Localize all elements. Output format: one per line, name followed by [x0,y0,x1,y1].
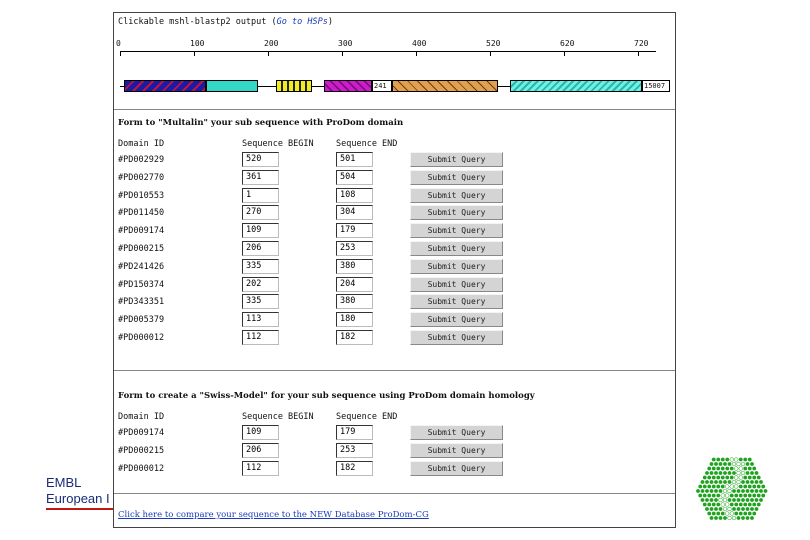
logo-dot [757,503,761,507]
col-sequence-begin: Sequence BEGIN [242,412,314,422]
logo-dot [730,503,734,507]
logo-dot [732,462,736,466]
logo-dot [732,480,736,484]
logo-dot [725,467,729,471]
logo-dot [748,494,752,498]
sequence-end-input[interactable]: 253 [336,241,373,256]
col-sequence-end: Sequence END [336,412,398,422]
domain-segment[interactable] [124,80,206,92]
submit-query-button[interactable]: Submit Query [410,294,503,309]
logo-dot [743,476,747,480]
sequence-end-input[interactable]: 179 [336,223,373,238]
sequence-begin-input[interactable]: 206 [242,443,279,458]
submit-query-button[interactable]: Submit Query [410,223,503,238]
swiss-model-heading: Form to create a "Swiss-Model" for your sub sequence using ProDom domain homology [118,391,535,401]
logo-dot [712,458,716,462]
logo-dot [716,503,720,507]
logo-dot [746,507,750,511]
logo-dot [716,476,720,480]
logo-dot [739,467,743,471]
logo-dot [728,498,732,502]
logo-dot [723,498,727,502]
logo-dot [732,498,736,502]
logo-dot [737,507,741,511]
logo-dot [734,503,738,507]
domain-id: #PD005379 [118,315,165,326]
logo-dot [764,489,768,493]
table-row [114,223,675,239]
logo-dot [752,485,756,489]
domain-id: #PD241426 [118,261,165,272]
logo-dot [748,485,752,489]
logo-dot [723,480,727,484]
logo-dot [712,476,716,480]
ruler-tick [638,51,639,56]
submit-query-button[interactable]: Submit Query [410,188,503,203]
domain-id: #PD000012 [118,333,165,343]
browser-panel [113,12,676,528]
logo-dot [716,494,720,498]
logo-dot [737,480,741,484]
domain-id: #PD009174 [118,226,165,237]
logo-dot [739,476,743,480]
ruler-tick [564,51,565,56]
divider [114,109,675,110]
logo-dot [730,467,734,471]
logo-dot [752,467,756,471]
logo-dot [741,471,745,475]
domain-segment[interactable] [206,80,258,92]
domain-segment[interactable] [510,80,642,92]
sequence-begin-input[interactable]: 112 [242,330,279,345]
ruler-line [120,51,656,52]
ruler-tick [342,51,343,56]
logo-dot [716,467,720,471]
logo-dot [741,498,745,502]
logo-dot [752,476,756,480]
logo-dot [721,494,725,498]
logo-dot [737,462,741,466]
ruler-tick [490,51,491,56]
logo-dot [719,462,723,466]
logo-dot [723,471,727,475]
logo-dot [730,485,734,489]
logo-dot [743,485,747,489]
col-sequence-begin: Sequence BEGIN [242,139,314,149]
logo-dot [748,458,752,462]
logo-dot [743,503,747,507]
sequence-end-input[interactable]: 182 [336,330,373,345]
logo-dot [743,494,747,498]
domain-id: #PD011450 [118,208,165,219]
logo-dot [757,476,761,480]
logo-dot [748,512,752,516]
logo-dot [741,489,745,493]
sequence-begin-input[interactable]: 520 [242,152,279,167]
logo-dot [755,507,759,511]
divider [114,370,675,371]
table-row [114,259,675,275]
logo-dot [705,471,709,475]
logo-dot [752,512,756,516]
sequence-end-input[interactable]: 253 [336,443,373,458]
sequence-end-input[interactable]: 204 [336,277,373,292]
domain-id: #PD343351 [118,297,165,308]
logo-dot [734,494,738,498]
sequence-begin-input[interactable]: 202 [242,277,279,292]
logo-dot [703,476,707,480]
domain-id: #PD002929 [118,155,165,165]
logo-dot [721,458,725,462]
title-prefix: Clickable mshl-blastp2 output ( [118,17,277,27]
ruler-tick-label: 620 [560,39,575,48]
logo-dot [743,458,747,462]
sequence-begin-input[interactable]: 206 [242,241,279,256]
logo-dot [714,507,718,511]
embl-line1: EMBL [46,475,82,490]
domain-id: #PD009174 [118,428,165,438]
logo-dot [737,498,741,502]
logo-dot [732,516,736,520]
logo-dot [721,467,725,471]
ruler-tick-label: 400 [412,39,427,48]
domain-id: #PD002770 [118,172,165,183]
logo-dot [703,494,707,498]
table-row [114,277,675,293]
logo-dot [707,494,711,498]
submit-query-button[interactable]: Submit Query [410,443,503,458]
domain-id: #PD000215 [118,445,165,456]
table-row [114,205,675,221]
logo-dot [757,494,761,498]
logo-dot [730,458,734,462]
ruler-tick-label: 300 [338,39,353,48]
sequence-end-input[interactable]: 108 [336,188,373,203]
embl-hexagon-logo-icon [694,450,770,530]
logo-dot [701,489,705,493]
logo-dot [750,480,754,484]
logo-dot [743,467,747,471]
table-row [114,443,675,459]
sequence-begin-input[interactable]: 109 [242,223,279,238]
domain-segment[interactable] [324,80,372,92]
logo-dot [759,489,763,493]
logo-dot [750,462,754,466]
multalin-heading: Form to "Multalin" your sub sequence with ProDom domain [118,118,404,128]
table-row [114,294,675,310]
submit-query-button[interactable]: Submit Query [410,461,503,476]
logo-dot [737,489,741,493]
sequence-end-input[interactable]: 380 [336,294,373,309]
logo-dot [748,476,752,480]
panel-title [118,17,333,27]
ruler-tick [416,51,417,56]
logo-dot [716,485,720,489]
logo-dot [710,507,714,511]
logo-dot [739,458,743,462]
logo-dot [725,476,729,480]
logo-dot [748,503,752,507]
logo-dot [714,516,718,520]
logo-dot [721,512,725,516]
logo-dot [719,507,723,511]
logo-dot [719,471,723,475]
logo-dot [728,480,732,484]
submit-query-button[interactable]: Submit Query [410,152,503,167]
embl-divider [46,508,116,510]
logo-dot [705,480,709,484]
table-row [114,152,675,168]
submit-query-button[interactable]: Submit Query [410,170,503,185]
logo-dot [761,485,765,489]
domain-map [120,77,670,95]
logo-dot [725,458,729,462]
logo-dot [712,494,716,498]
compare-prodom-cg-link[interactable]: Click here to compare your sequence to the NEW Database ProDom-CG [118,510,429,520]
ruler-tick [194,51,195,56]
logo-dot [710,462,714,466]
ruler-tick-label: 720 [634,39,649,48]
logo-dot [755,489,759,493]
logo-dot [707,503,711,507]
logo-dot [728,462,732,466]
submit-query-button[interactable]: Submit Query [410,205,503,220]
logo-dot [734,512,738,516]
logo-dot [714,489,718,493]
logo-dot [719,489,723,493]
logo-dot [752,503,756,507]
ruler-tick-label: 100 [190,39,205,48]
logo-dot [721,485,725,489]
logo-dot [755,471,759,475]
sequence-begin-input[interactable]: 113 [242,312,279,327]
logo-dot [750,507,754,511]
logo-dot [750,471,754,475]
embl-line2: European I [46,491,110,506]
sequence-end-input[interactable]: 179 [336,425,373,440]
logo-dot [730,476,734,480]
table-row [114,188,675,204]
logo-dot [761,494,765,498]
logo-dot [748,467,752,471]
logo-dot [703,485,707,489]
table-row [114,461,675,477]
logo-dot [750,516,754,520]
logo-dot [737,516,741,520]
logo-dot [725,512,729,516]
sequence-begin-input[interactable]: 112 [242,461,279,476]
submit-query-button[interactable]: Submit Query [410,277,503,292]
logo-dot [716,458,720,462]
go-to-hsps-link[interactable]: Go to HSPs [276,17,328,27]
domain-id: #PD150374 [118,279,165,290]
sequence-end-input[interactable]: 501 [336,152,373,167]
logo-dot [746,498,750,502]
logo-dot [757,485,761,489]
ruler-tick-label: 520 [486,39,501,48]
logo-dot [752,494,756,498]
logo-dot [737,471,741,475]
logo-dot [741,516,745,520]
submit-query-button[interactable]: Submit Query [410,425,503,440]
logo-dot [734,458,738,462]
logo-dot [750,489,754,493]
logo-dot [739,512,743,516]
logo-dot [712,512,716,516]
logo-dot [710,498,714,502]
table-row [114,330,675,346]
col-domain-id: Domain ID [118,139,165,149]
logo-dot [739,494,743,498]
segment-label: 241 [372,80,392,92]
sequence-end-input[interactable]: 304 [336,205,373,220]
logo-dot [755,498,759,502]
sequence-end-input[interactable]: 180 [336,312,373,327]
logo-dot [734,485,738,489]
sequence-begin-input[interactable]: 270 [242,205,279,220]
sequence-begin-input[interactable]: 1 [242,188,279,203]
sequence-end-input[interactable]: 380 [336,259,373,274]
col-domain-id: Domain ID [118,412,165,422]
logo-dot [730,494,734,498]
logo-dot [750,498,754,502]
logo-dot [721,476,725,480]
table-row [114,241,675,257]
domain-segment[interactable] [276,80,312,92]
logo-dot [701,480,705,484]
logo-dot [710,480,714,484]
logo-dot [730,512,734,516]
logo-dot [739,485,743,489]
logo-dot [728,516,732,520]
logo-dot [746,489,750,493]
logo-dot [723,462,727,466]
sequence-end-input[interactable]: 504 [336,170,373,185]
logo-dot [714,498,718,502]
submit-query-button[interactable]: Submit Query [410,241,503,256]
ruler-tick-label: 200 [264,39,279,48]
logo-dot [705,498,709,502]
logo-dot [719,498,723,502]
logo-dot [723,516,727,520]
logo-dot [721,503,725,507]
logo-dot [728,471,732,475]
logo-dot [707,467,711,471]
embl-branding [46,475,110,507]
logo-dot [746,516,750,520]
domain-id: #PD010553 [118,190,165,201]
logo-dot [734,467,738,471]
logo-dot [734,476,738,480]
logo-dot [732,489,736,493]
logo-dot [710,516,714,520]
logo-dot [716,512,720,516]
sequence-begin-input[interactable]: 361 [242,170,279,185]
submit-query-button[interactable]: Submit Query [410,330,503,345]
sequence-ruler [116,39,656,59]
title-suffix: ) [327,17,333,27]
sequence-begin-input[interactable]: 335 [242,294,279,309]
logo-dot [723,507,727,511]
domain-segment[interactable] [392,80,498,92]
logo-dot [739,503,743,507]
logo-dot [746,462,750,466]
domain-id: #PD000215 [118,244,165,254]
sequence-end-input[interactable]: 182 [336,461,373,476]
logo-dot [707,512,711,516]
logo-dot [696,489,700,493]
table-row [114,312,675,328]
logo-dot [703,503,707,507]
logo-dot [714,471,718,475]
sequence-begin-input[interactable]: 109 [242,425,279,440]
logo-dot [741,507,745,511]
sequence-length-label: 15007 [642,80,670,92]
table-row [114,425,675,441]
sequence-begin-input[interactable]: 335 [242,259,279,274]
logo-dot [712,503,716,507]
logo-dot [719,516,723,520]
logo-dot [759,498,763,502]
submit-query-button[interactable]: Submit Query [410,259,503,274]
logo-dot [705,507,709,511]
logo-dot [714,462,718,466]
logo-dot [707,485,711,489]
logo-dot [741,462,745,466]
ruler-tick [120,51,121,56]
col-sequence-end: Sequence END [336,139,398,149]
domain-id: #PD000012 [118,463,165,474]
logo-dot [701,498,705,502]
logo-dot [725,485,729,489]
logo-dot [746,480,750,484]
logo-dot [714,480,718,484]
logo-dot [710,489,714,493]
logo-dot [728,489,732,493]
table-row [114,170,675,186]
logo-dot [698,485,702,489]
logo-dot [732,471,736,475]
logo-dot [707,476,711,480]
logo-dot [712,485,716,489]
logo-dot [710,471,714,475]
divider [114,493,675,494]
logo-dot [741,480,745,484]
ruler-tick [268,51,269,56]
submit-query-button[interactable]: Submit Query [410,312,503,327]
logo-dot [705,489,709,493]
logo-dot [725,494,729,498]
logo-dot [698,494,702,498]
logo-dot [723,489,727,493]
logo-dot [755,480,759,484]
logo-dot [725,503,729,507]
logo-dot [732,507,736,511]
logo-dot [746,471,750,475]
logo-dot [719,480,723,484]
ruler-tick-label: 0 [116,39,121,48]
logo-dot [712,467,716,471]
logo-dot [743,512,747,516]
logo-dot [759,480,763,484]
logo-dot [728,507,732,511]
